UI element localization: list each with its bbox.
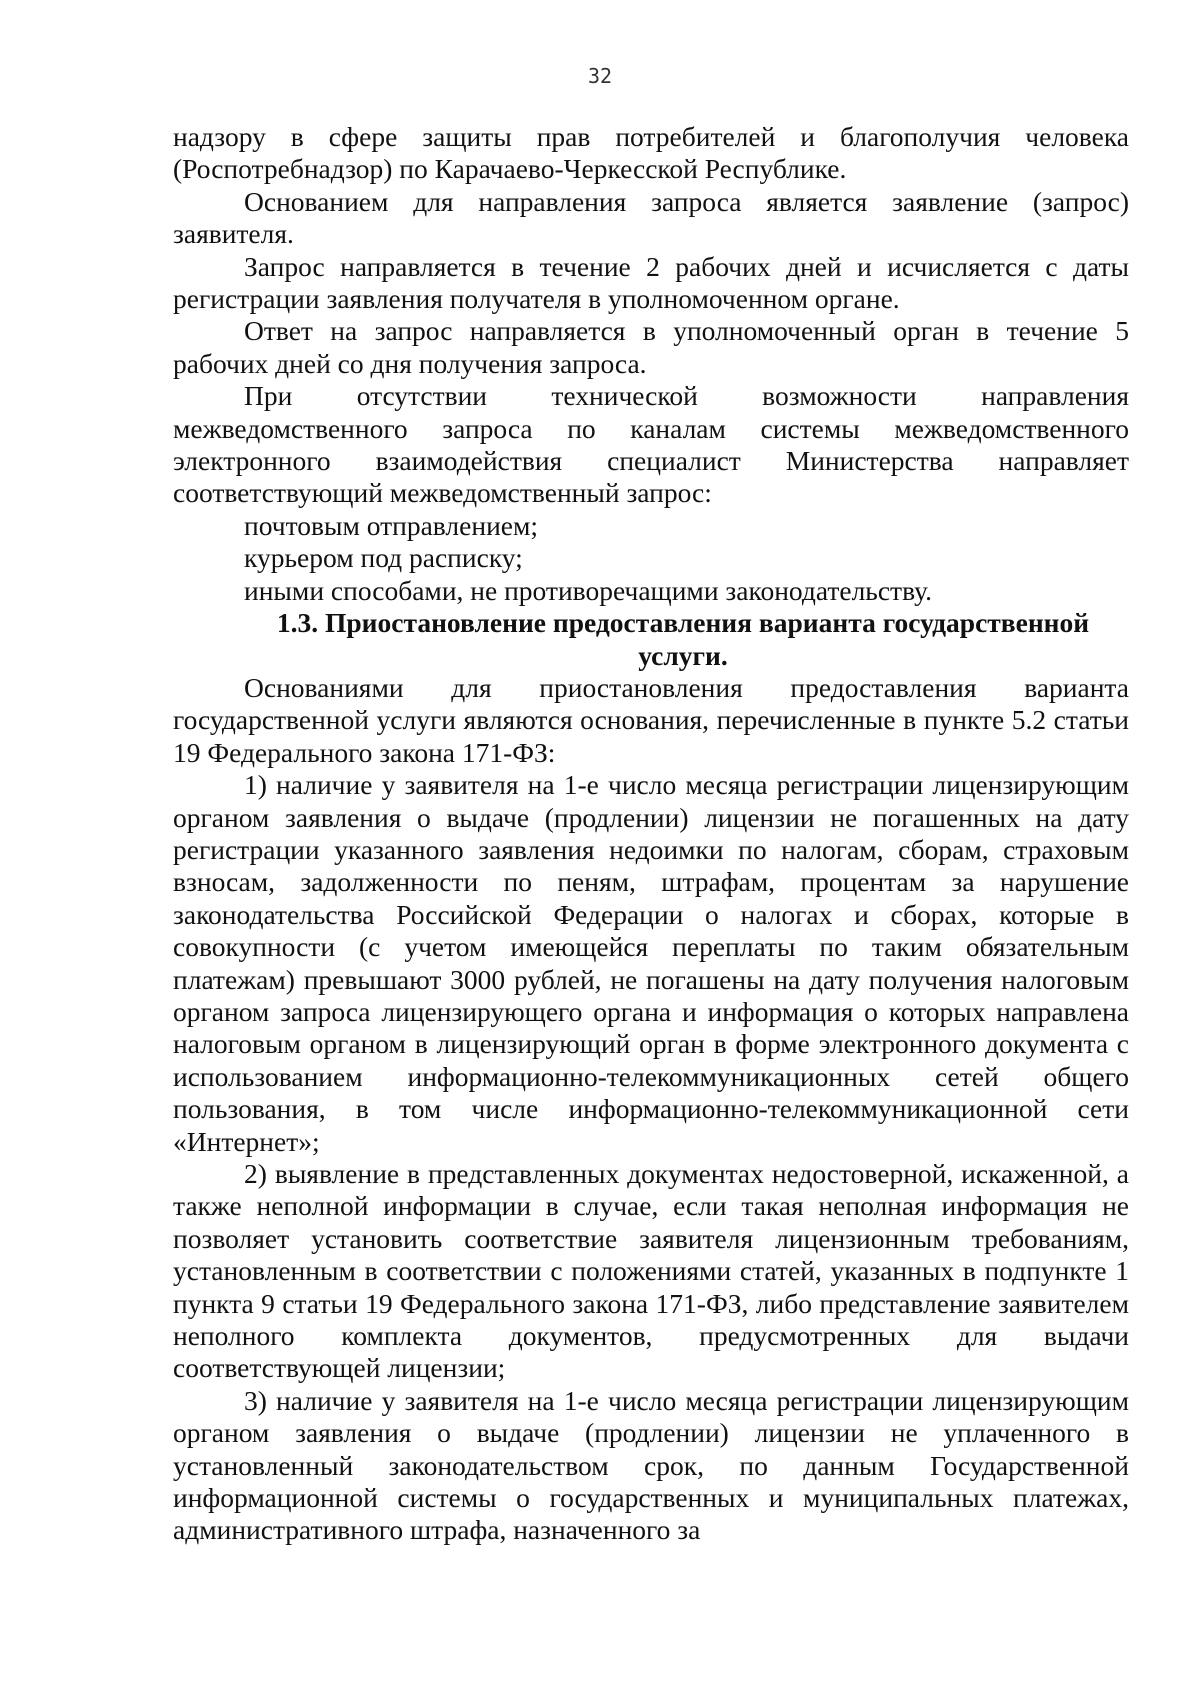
list-item: иными способами, не противоречащими законодательству. (244, 574, 932, 606)
document-body (173, 121, 1129, 1547)
paragraph-continuation: надзору в сфере защиты прав потребителей и благополучия человека (Роспотребнадзор) по Карачаево-Черкесской Республике. (173, 121, 1129, 185)
list-item: почтовым отправлением; (244, 509, 539, 541)
paragraph-suspension-grounds: Основаниями для приостановления предоставления варианта государственной услуги являются основания, перечисленные в пункте 5.2 статьи 19 Федерального закона 171-ФЗ: (173, 671, 1129, 768)
numbered-item-2: 2) выявление в представленных документах недостоверной, искаженной, а также неполной информации в случае, если такая неполная информация не позволяет установить соответствие заявителя лицензионным требованиям, установленным в соответствии с положениями статей, указанных в подпункте 1 пункта 9 статьи 19 Федерального закона 171-ФЗ, либо представление заявителем неполного комплекта документов, предусмотренных для выдачи соответствующей лицензии; (173, 1158, 1129, 1384)
paragraph-request-deadline: Запрос направляется в течение 2 рабочих дней и исчисляется с даты регистрации заявления получателя в уполномоченном органе. (173, 250, 1129, 315)
paragraph-no-technical-means: При отсутствии технической возможности направления межведомственного запроса по каналам системы межведомственного электронного взаимодействия специалист Министерства направляет соответствующий межведомственный запрос: (173, 380, 1129, 509)
paragraph-request-basis: Основанием для направления запроса является заявление (запрос) заявителя. (173, 185, 1129, 250)
page-number: 32 (587, 64, 613, 88)
numbered-item-1: 1) наличие у заявителя на 1-е число месяца регистрации лицензирующим органом заявления о выдаче (продлении) лицензии не погашенных на дату регистрации указанного заявления недоимки по налогам, сборам, страховым взносам, задолженности по пеням, штрафам, процентам за нарушение законодательства Российской Федерации о налогах и сборах, которые в совокупности (с учетом имеющейся переплаты по таким обязательным платежам) превышают 3000 рублей, не погашены на дату получения налоговым органом запроса лицензирующего органа и информация о которых направлена налоговым органом в лицензирующий орган в форме электронного документа с использованием информационно-телекоммуникационных сетей общего пользования, в том числе информационно-телекоммуникационной сети «Интернет»; (173, 769, 1129, 1157)
numbered-item-3: 3) наличие у заявителя на 1-е число месяца регистрации лицензирующим органом заявления о выдаче (продлении) лицензии не уплаченного в установленный законодательством срок, по данным Государственной информационной системы о государственных и муниципальных платежах, административного штрафа, назначенного за (173, 1384, 1129, 1546)
paragraph-response-deadline: Ответ на запрос направляется в уполномоченный орган в течение 5 рабочих дней со дня получения запроса. (173, 315, 1129, 379)
list-item: курьером под расписку; (244, 542, 523, 574)
section-heading: 1.3. Приостановление предоставления варианта государственной услуги. (276, 607, 1090, 671)
